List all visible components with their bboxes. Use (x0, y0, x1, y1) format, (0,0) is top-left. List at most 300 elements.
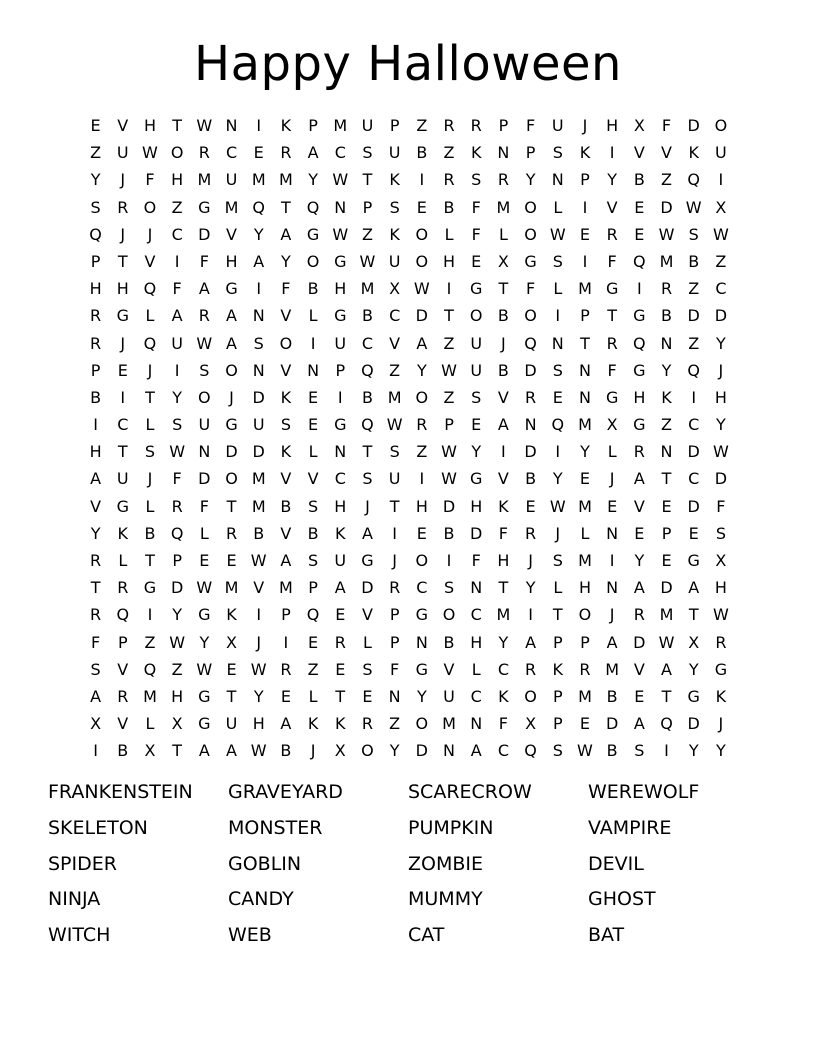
grid-row (82, 574, 735, 601)
grid-letter: O (279, 333, 293, 353)
grid-letter: K (280, 442, 292, 462)
grid-letter: K (579, 143, 591, 163)
grid-letter: T (552, 605, 563, 625)
grid-letter: T (607, 306, 618, 326)
grid-letter: R (90, 306, 102, 326)
grid-letter: H (470, 496, 483, 516)
grid-letter: G (306, 224, 320, 244)
grid-letter: X (90, 714, 102, 734)
grid-letter: X (633, 116, 645, 135)
grid-letter: G (143, 578, 157, 598)
grid-letter: Y (90, 523, 101, 543)
grid-letter: T (281, 197, 291, 217)
grid-letter: O (578, 605, 592, 625)
grid-letter: L (145, 714, 155, 734)
grid-letter: S (90, 659, 101, 679)
grid-letter: E (226, 659, 237, 679)
grid-letter: W (196, 116, 213, 135)
grid-letter: I (174, 360, 180, 380)
grid-letter: I (147, 605, 153, 625)
grid-letter: F (471, 197, 481, 217)
word-row (48, 811, 768, 847)
grid-letter: E (308, 387, 319, 407)
grid-letter: O (442, 605, 456, 625)
grid-letter: O (524, 306, 537, 326)
grid-letter: V (443, 659, 455, 679)
grid-letter: N (578, 360, 591, 380)
grid-letter: W (142, 143, 158, 163)
grid-row (82, 112, 735, 139)
grid-letter: A (633, 578, 645, 598)
grid-letter: A (90, 469, 102, 489)
grid-letter: R (90, 333, 102, 353)
grid-letter: T (362, 170, 373, 190)
grid-letter: C (470, 686, 482, 706)
grid-letter: S (552, 143, 563, 163)
grid-letter: H (633, 387, 646, 407)
grid-letter: T (362, 442, 373, 462)
grid-letter: V (633, 496, 645, 516)
grid-letter: U (225, 714, 238, 734)
grid-letter: A (525, 632, 537, 652)
grid-letter: D (714, 306, 728, 326)
grid-letter: R (606, 224, 618, 244)
grid-letter: G (633, 360, 646, 380)
grid-letter: D (605, 714, 619, 734)
grid-letter: E (416, 523, 427, 543)
grid-letter: S (552, 360, 563, 380)
grid-letter: O (415, 251, 429, 271)
grid-letter: A (361, 523, 373, 543)
grid-letter: S (552, 551, 563, 570)
grid-letter: A (90, 686, 102, 706)
grid-letter: O (198, 387, 211, 407)
grid-letter: A (226, 333, 237, 353)
grid-letter: P (90, 360, 101, 380)
grid-letter: K (280, 116, 292, 135)
grid-letter: H (578, 578, 591, 598)
grid-letter: C (225, 143, 238, 163)
grid-letter: T (661, 686, 672, 706)
grid-letter: M (143, 686, 157, 706)
grid-letter: I (609, 551, 615, 570)
word-item: SCARECROW (408, 781, 532, 803)
grid-row (82, 166, 735, 193)
grid-letter: Z (416, 116, 428, 135)
grid-letter: R (198, 306, 210, 326)
grid-letter: E (471, 251, 482, 271)
grid-row (82, 683, 735, 710)
grid-letter: P (580, 170, 590, 190)
grid-letter: P (90, 251, 101, 271)
grid-letter: P (444, 415, 454, 435)
grid-letter: C (416, 578, 428, 598)
grid-letter: K (552, 659, 564, 679)
grid-letter: M (578, 496, 592, 516)
grid-letter: E (579, 714, 591, 734)
grid-letter: T (117, 442, 128, 462)
grid-letter: W (577, 741, 593, 761)
grid-letter: T (335, 686, 346, 706)
grid-row (82, 248, 735, 275)
grid-letter: E (226, 551, 237, 570)
grid-letter: J (310, 741, 316, 761)
grid-letter: E (117, 360, 128, 380)
grid-letter: O (225, 360, 238, 380)
grid-letter: H (334, 279, 347, 299)
grid-letter: K (226, 605, 237, 625)
grid-letter: Y (607, 170, 618, 190)
letter-grid (82, 112, 735, 765)
grid-letter: Q (89, 224, 102, 244)
grid-letter: H (225, 251, 238, 271)
grid-letter: G (470, 469, 483, 489)
grid-letter: D (198, 469, 211, 489)
grid-letter: D (660, 578, 673, 598)
grid-letter: W (712, 442, 729, 462)
grid-letter: A (497, 415, 509, 435)
grid-letter: O (170, 143, 184, 163)
page-title: Happy Halloween (194, 36, 622, 92)
grid-letter: J (256, 632, 262, 652)
grid-letter: S (308, 551, 319, 570)
grid-letter: V (361, 605, 373, 625)
grid-letter: U (252, 415, 265, 435)
grid-letter: D (252, 387, 265, 407)
grid-letter: I (419, 170, 425, 190)
grid-letter: L (199, 523, 209, 543)
grid-letter: N (524, 415, 537, 435)
grid-letter: A (688, 578, 700, 598)
grid-letter: T (117, 251, 128, 271)
grid-letter: G (633, 415, 646, 435)
grid-letter: V (117, 659, 129, 679)
grid-letter: X (606, 415, 618, 435)
grid-letter: E (607, 496, 618, 516)
grid-letter: I (120, 387, 126, 407)
grid-letter: B (307, 279, 319, 299)
grid-letter: V (280, 306, 292, 326)
word-item: PUMPKIN (408, 816, 494, 839)
grid-letter: O (524, 686, 537, 706)
grid-row (82, 629, 735, 656)
grid-letter: E (280, 686, 291, 706)
grid-letter: W (712, 224, 729, 244)
grid-letter: C (389, 306, 401, 326)
grid-letter: H (252, 714, 265, 734)
grid-letter: G (470, 279, 483, 299)
grid-letter: X (226, 632, 238, 652)
grid-letter: F (607, 251, 617, 271)
grid-letter: O (143, 197, 157, 217)
grid-letter: I (528, 605, 533, 625)
grid-letter: R (117, 197, 129, 217)
word-row (48, 882, 768, 918)
grid-letter: U (470, 333, 483, 353)
grid-letter: L (498, 224, 508, 244)
grid-letter: C (171, 224, 183, 244)
grid-letter: Q (551, 415, 565, 435)
grid-letter: Y (172, 605, 183, 625)
grid-letter: V (633, 659, 645, 679)
grid-letter: G (116, 496, 129, 516)
word-item: WEB (228, 924, 272, 947)
grid-letter: X (688, 632, 700, 652)
grid-letter: X (715, 197, 727, 217)
grid-letter: G (225, 279, 238, 299)
grid-letter: G (714, 659, 728, 679)
grid-letter: Y (253, 224, 264, 244)
grid-letter: K (498, 496, 509, 516)
grid-letter: V (497, 387, 509, 407)
grid-letter: D (524, 442, 537, 462)
grid-letter: S (362, 659, 373, 679)
grid-letter: P (389, 632, 400, 652)
grid-letter: T (90, 578, 101, 598)
grid-letter: Y (416, 360, 427, 380)
grid-letter: I (582, 197, 588, 217)
word-item: CAT (408, 924, 445, 947)
grid-letter: N (497, 143, 510, 163)
grid-letter: O (714, 116, 728, 135)
grid-letter: G (687, 686, 700, 706)
grid-row (82, 139, 735, 166)
grid-letter: Q (524, 333, 537, 353)
grid-letter: Y (525, 170, 536, 190)
grid-letter: D (660, 197, 673, 217)
grid-letter: A (307, 143, 319, 163)
grid-letter: Y (498, 632, 509, 652)
grid-letter: J (147, 224, 153, 244)
grid-letter: X (497, 251, 509, 271)
grid-letter: C (334, 143, 346, 163)
grid-letter: K (389, 224, 400, 244)
grid-letter: Z (144, 632, 156, 652)
grid-letter: F (471, 224, 481, 244)
grid-letter: O (306, 251, 320, 271)
grid-letter: T (498, 279, 509, 299)
grid-row (82, 438, 735, 465)
grid-letter: N (578, 387, 591, 407)
grid-letter: Q (633, 333, 646, 353)
grid-letter: L (553, 279, 563, 299)
grid-letter: C (470, 605, 482, 625)
grid-letter: B (525, 469, 537, 489)
grid-letter: H (89, 279, 102, 299)
grid-letter: N (307, 360, 320, 380)
grid-letter: G (334, 306, 347, 326)
grid-letter: N (388, 686, 401, 706)
grid-letter: W (196, 578, 213, 598)
grid-letter: A (661, 659, 672, 679)
grid-letter: W (441, 442, 457, 462)
grid-letter: M (279, 170, 293, 190)
grid-letter: R (171, 496, 183, 516)
grid-letter: D (170, 578, 184, 598)
grid-letter: F (199, 251, 209, 271)
grid-letter: U (334, 333, 347, 353)
grid-row (82, 384, 735, 411)
grid-letter: R (334, 632, 346, 652)
grid-letter: X (334, 741, 346, 761)
grid-letter: T (498, 578, 509, 598)
grid-letter: L (580, 523, 590, 543)
grid-letter: N (551, 170, 564, 190)
grid-letter: S (552, 251, 563, 271)
grid-letter: X (171, 714, 183, 734)
grid-letter: Q (361, 360, 374, 380)
grid-letter: E (90, 116, 101, 135)
grid-row (82, 465, 735, 492)
grid-letter: Y (580, 442, 590, 462)
grid-letter: J (582, 116, 588, 135)
word-row (48, 847, 768, 883)
grid-letter: M (578, 551, 592, 570)
grid-letter: I (256, 605, 262, 625)
grid-letter: M (496, 197, 511, 217)
word-item: SKELETON (48, 816, 148, 839)
word-item: MUMMY (408, 888, 483, 911)
grid-letter: S (389, 442, 400, 462)
grid-letter: J (528, 551, 533, 570)
grid-letter: H (171, 686, 184, 706)
grid-letter: P (552, 714, 563, 734)
grid-letter: L (145, 306, 155, 326)
grid-letter: H (606, 116, 619, 135)
grid-letter: E (362, 686, 373, 706)
grid-letter: R (579, 659, 591, 679)
grid-letter: U (388, 143, 401, 163)
grid-letter: I (174, 251, 180, 271)
grid-letter: T (226, 686, 237, 706)
grid-letter: G (198, 197, 211, 217)
grid-letter: M (360, 279, 375, 299)
grid-letter: J (609, 605, 615, 625)
grid-letter: F (145, 170, 155, 190)
grid-letter: A (198, 741, 210, 761)
grid-letter: W (386, 415, 403, 435)
grid-letter: T (226, 496, 237, 516)
grid-letter: T (661, 469, 672, 489)
grid-letter: N (443, 741, 456, 761)
grid-letter: P (362, 197, 373, 217)
grid-letter: M (333, 116, 348, 135)
grid-letter: L (308, 686, 318, 706)
grid-letter: A (606, 632, 618, 652)
grid-letter: N (334, 442, 347, 462)
grid-letter: J (229, 387, 234, 407)
grid-letter: H (714, 578, 727, 598)
grid-letter: E (416, 197, 427, 217)
grid-letter: U (171, 333, 184, 353)
grid-letter: S (90, 197, 101, 217)
grid-letter: N (252, 306, 265, 326)
grid-letter: H (143, 116, 156, 135)
grid-letter: N (606, 578, 619, 598)
grid-letter: U (470, 360, 483, 380)
grid-letter: Y (661, 360, 672, 380)
grid-letter: I (446, 551, 452, 570)
grid-letter: P (498, 116, 509, 135)
grid-letter: J (147, 360, 153, 380)
grid-letter: V (606, 197, 618, 217)
grid-letter: U (225, 170, 238, 190)
grid-letter: T (444, 306, 454, 326)
grid-letter: B (280, 741, 292, 761)
grid-letter: C (117, 415, 129, 435)
grid-letter: P (389, 605, 400, 625)
grid-letter: A (198, 279, 210, 299)
grid-letter: A (280, 714, 292, 734)
grid-letter: E (253, 143, 264, 163)
grid-letter: G (334, 415, 347, 435)
grid-letter: R (361, 714, 374, 734)
grid-letter: D (252, 442, 265, 462)
grid-row (82, 194, 735, 221)
grid-letter: E (308, 632, 319, 652)
grid-letter: D (524, 360, 537, 380)
grid-letter: X (389, 279, 401, 299)
grid-letter: W (169, 442, 186, 462)
grid-letter: T (389, 496, 400, 516)
grid-letter: D (415, 306, 428, 326)
grid-letter: L (145, 496, 155, 516)
grid-letter: Z (171, 659, 183, 679)
grid-row (82, 330, 735, 357)
grid-letter: F (661, 116, 672, 135)
grid-letter: R (117, 578, 129, 598)
grid-letter: B (443, 632, 455, 652)
grid-letter: D (415, 741, 428, 761)
grid-letter: M (251, 496, 266, 516)
grid-letter: K (498, 686, 509, 706)
grid-letter: I (392, 523, 398, 543)
grid-letter: S (362, 143, 373, 163)
grid-letter: Y (90, 170, 101, 190)
grid-letter: R (633, 442, 645, 462)
grid-letter: A (226, 741, 237, 761)
grid-letter: E (471, 415, 482, 435)
grid-letter: W (332, 170, 349, 190)
grid-letter: W (332, 224, 349, 244)
grid-letter: N (198, 442, 211, 462)
grid-letter: Z (688, 333, 700, 353)
grid-letter: S (443, 578, 455, 598)
grid-letter: B (633, 170, 645, 190)
grid-letter: V (253, 578, 265, 598)
grid-letter: W (658, 224, 675, 244)
grid-letter: Z (307, 659, 319, 679)
grid-letter: I (419, 469, 425, 489)
grid-letter: W (169, 632, 186, 652)
grid-letter: S (172, 415, 183, 435)
grid-letter: J (147, 469, 153, 489)
grid-letter: E (688, 523, 699, 543)
word-item: BAT (588, 924, 625, 947)
grid-letter: G (225, 415, 238, 435)
grid-letter: U (198, 415, 211, 435)
grid-letter: W (658, 632, 675, 652)
grid-letter: Y (716, 741, 726, 761)
grid-letter: S (253, 333, 264, 353)
grid-row (82, 411, 735, 438)
grid-letter: Y (416, 686, 427, 706)
grid-letter: G (524, 251, 537, 271)
grid-letter: G (361, 551, 374, 570)
grid-row (82, 275, 735, 302)
grid-letter: U (334, 551, 347, 570)
grid-letter: Q (252, 197, 266, 217)
